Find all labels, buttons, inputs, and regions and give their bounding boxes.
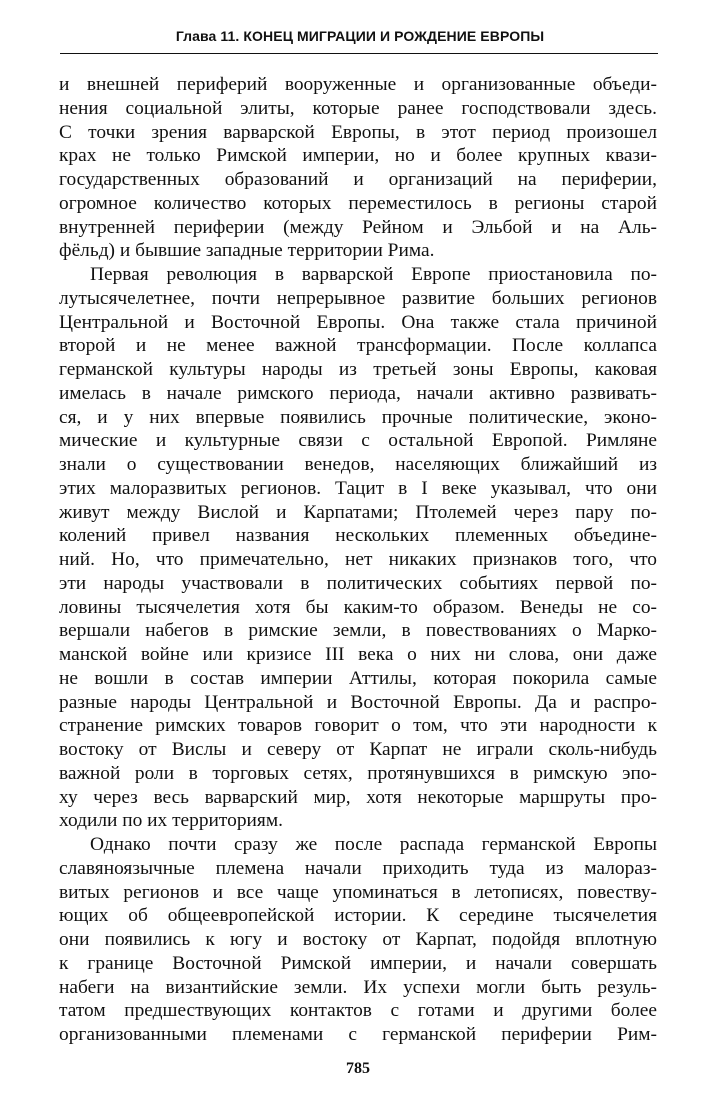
text-line: манской войне или кризисе III века о них ни слова, они даже — [59, 644, 657, 665]
text-line: набеги на византийские земли. Их успехи могли быть резуль- — [59, 976, 657, 998]
text-line: этих малоразвитых регионов. Тацит в I веке указывал, что они — [59, 477, 657, 499]
text-line: ний. Но, что примечательно, нет никаких признаков того, что — [59, 549, 657, 570]
text-line: важной роли в торговых сетях, протянувшихся в римскую эпо- — [59, 762, 657, 784]
text-line: славяноязычные племена начали приходить туда из малораз- — [59, 857, 657, 879]
text-line: внутренней периферии (между Рейном и Эльбой и на Аль- — [59, 216, 657, 238]
text-line: странение римских товаров говорит о том, что эти народности к — [59, 715, 657, 737]
header-divider — [60, 53, 658, 54]
text-line: огромное количество которых переместилось в регионы старой — [59, 192, 657, 214]
paragraph-first-line: Первая революция в варварской Европе приостановила по- — [90, 264, 657, 285]
text-line: ловины тысячелетия хотя бы каким-то образом. Венеды не со- — [59, 596, 657, 618]
text-line: к границе Восточной Римской империи, и начали совершать — [59, 952, 657, 974]
text-line: мические и культурные связи с остальной Европой. Римляне — [59, 430, 657, 452]
text-line: вершали набегов в римские земли, в повествованиях о Марко- — [59, 620, 657, 642]
page-body — [59, 73, 657, 1047]
text-line: германской культуры народы из третьей зоны Европы, каковая — [59, 359, 657, 380]
running-header: Глава 11. КОНЕЦ МИГРАЦИИ И РОЖДЕНИЕ ЕВРОПЫ — [175, 28, 545, 44]
text-line: организованными племенами с германской периферии Рим- — [59, 1024, 657, 1045]
text-line: государственных образований и организаций на периферии, — [59, 169, 657, 190]
text-line: фёльд) и бывшие западные территории Рима. — [59, 240, 435, 262]
text-line: витых регионов и все чаще упоминаться в летописях, повеству- — [59, 881, 657, 903]
text-line: имелась в начале римского периода, начали активно развивать- — [59, 382, 657, 404]
text-line: не вошли в состав империи Аттилы, которая покорила самые — [59, 667, 657, 689]
text-line: крах не только Римской империи, но и более крупных квази- — [59, 145, 657, 167]
text-line: лутысячелетнее, почти непрерывное развитие больших регионов — [59, 287, 657, 309]
text-line: татом предшествующих контактов с готами и другими более — [59, 1000, 657, 1022]
text-line: ху через весь варварский мир, хотя некоторые маршруты про- — [59, 786, 657, 808]
text-line: разные народы Центральной и Восточной Европы. Да и распро- — [59, 691, 657, 713]
text-line: ся, и у них впервые появились прочные политические, эконо- — [59, 406, 657, 428]
text-line: ходили по их территориям. — [59, 810, 283, 832]
text-line: они появились к югу и востоку от Карпат, подойдя вплотную — [59, 929, 657, 950]
paragraph-first-line: Однако почти сразу же после распада германской Европы — [90, 834, 657, 855]
text-line: нения социальной элиты, которые ранее господствовали здесь. — [59, 97, 657, 119]
text-line: второй и не менее важной трансформации. После коллапса — [59, 335, 657, 357]
text-line: живут между Вислой и Карпатами; Птолемей через пару по- — [59, 501, 657, 523]
text-line: эти народы участвовали в политических событиях первой по- — [59, 572, 657, 594]
text-line: ющих об общеевропейской истории. К середине тысячелетия — [59, 905, 657, 927]
text-line: колений привел названия нескольких племенных объедине- — [59, 525, 657, 547]
text-line: Центральной и Восточной Европы. Она также стала причиной — [59, 311, 657, 333]
text-line: и внешней периферий вооруженные и организованные объеди- — [59, 74, 657, 95]
page-number: 785 — [346, 1060, 370, 1077]
text-line: знали о существовании венедов, населяющих ближайший из — [59, 454, 657, 475]
text-line: востоку от Вислы и северу от Карпат не играли сколь-нибудь — [59, 739, 657, 760]
text-line: С точки зрения варварской Европы, в этот период произошел — [59, 121, 657, 143]
